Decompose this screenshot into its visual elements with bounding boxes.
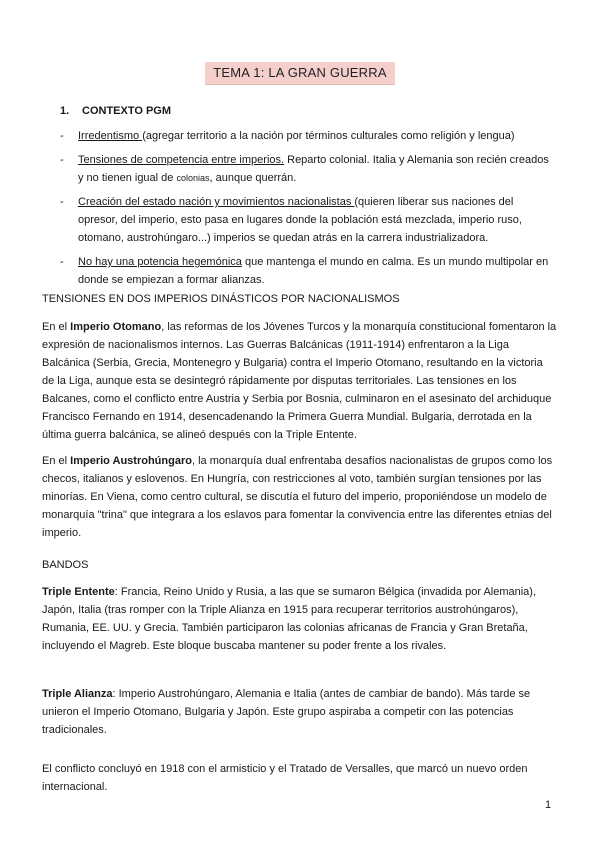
bullet-term: Irredentismo xyxy=(78,130,143,142)
bullet-dash: - xyxy=(60,196,64,208)
bullet-list xyxy=(60,127,550,295)
otomano-bold: Imperio Otomano xyxy=(70,321,162,333)
bullet-rest: (agregar territorio a la nación por términos culturales como religión y lengua) xyxy=(142,130,515,142)
bullet-text xyxy=(78,253,550,289)
austro-paragraph xyxy=(42,452,557,542)
bullet-term: Creación del estado nación y movimientos nacionalistas xyxy=(78,196,355,208)
otomano-pre: En el xyxy=(42,321,71,333)
conclusion-paragraph: El conflicto concluyó en 1918 con el armisticio y el Tratado de Versalles, que marcó un nuevo orden internacional. xyxy=(42,763,528,793)
otomano-paragraph xyxy=(42,318,557,444)
bullet-small-word: colonias xyxy=(176,173,210,183)
entente-text: : Francia, Reino Unido y Rusia, a las que se sumaron Bélgica (invadida por Alemania), Japón, Italia (tras romper con la Triple Alianza en 1915 para recuperar territorios austrohúngaros), Rumania, EE. UU. y Grecia. También participaron las colonias africanas de Francia y Gran Bretaña, incluyendo el Magreb. Este bloque buscaba mantener su poder frente a los rivales. xyxy=(42,586,537,652)
bullet-rest-2: , aunque querrán. xyxy=(209,172,297,184)
bullet-text xyxy=(78,127,550,145)
bullet-rest: que mantenga el mundo en calma. Es un mundo multipolar en donde se empiezan a formar alianzas. xyxy=(78,256,549,286)
bullet-rest: (quieren liberar sus naciones del opresor, del imperio, esto pasa en lugares donde la población está mezclada, imperio ruso, otomano, austrohúngaro...) imperios se quedan atrás en la carrera industrializadora. xyxy=(78,196,522,244)
bullet-dash: - xyxy=(60,130,64,142)
alianza-bold: Triple Alianza xyxy=(42,688,113,700)
list-item xyxy=(60,253,550,289)
alianza-paragraph xyxy=(42,685,557,739)
bullet-dash: - xyxy=(60,256,64,268)
bandos-heading: BANDOS xyxy=(42,559,89,571)
austro-text: , la monarquía dual enfrentaba desafíos nacionalistas de grupos como los checos, italianos y eslovenos. En Hungría, con restricciones al voto, también surgían tensiones por las minorías. En Viena, como centro cultural, se discutía el futuro del imperio, proponiéndose un modelo de monarquía "trina" que integrara a los eslavos para fomentar la convivencia entre las diferentes etnias del imperio. xyxy=(42,455,553,539)
alianza-text: : Imperio Austrohúngaro, Alemania e Italia (antes de cambiar de bando). Más tarde se unieron el Imperio Otomano, Bulgaria y Japón. Este grupo aspiraba a competir con las potencias tradicionales. xyxy=(42,688,531,736)
page-title: TEMA 1: LA GRAN GUERRA xyxy=(205,62,394,85)
bullet-text xyxy=(78,193,550,247)
section-heading xyxy=(60,102,171,120)
bullet-term: Tensiones de competencia entre imperios. xyxy=(78,154,285,166)
title-wrap xyxy=(0,62,600,85)
tensiones-heading: TENSIONES EN DOS IMPERIOS DINÁSTICOS POR NACIONALISMOS xyxy=(42,293,400,305)
bullet-text xyxy=(78,151,550,187)
otomano-text: , las reformas de los Jóvenes Turcos y la monarquía constitucional fomentaron la expresión de nacionalismos internos. Las Guerras Balcánicas (1911-1914) enfrentaron a la Liga Balcánica (Serbia, Grecia, Montenegro y Bulgaria) contra el Imperio Otomano, resultando en la victoria de la Liga, aunque esta se desintegró rápidamente por disputas territoriales. Las tensiones en los Balcanes, como el conflicto entre Austria y Serbia por Bosnia, culminaron en el asesinato del archiduque Francisco Fernando en 1914, desencadenando la Primera Guerra Mundial. Bulgaria, derrotada en la última guerra balcánica, se alineó después con la Triple Entente. xyxy=(42,321,557,441)
list-item xyxy=(60,151,550,187)
section-number: 1. xyxy=(60,105,70,117)
list-item xyxy=(60,127,550,145)
entente-paragraph xyxy=(42,583,557,655)
list-item xyxy=(60,193,550,247)
bullet-dash: - xyxy=(60,154,64,166)
section-title: CONTEXTO PGM xyxy=(82,105,172,117)
bullet-term: No hay una potencia hegemónica xyxy=(78,256,242,268)
austro-bold: Imperio Austrohúngaro xyxy=(70,455,192,467)
page-number: 1 xyxy=(545,799,552,811)
entente-bold: Triple Entente xyxy=(42,586,115,598)
austro-pre: En el xyxy=(42,455,71,467)
bullet-rest: Reparto colonial. Italia y Alemania son recién creados y no tienen igual de xyxy=(78,154,549,184)
